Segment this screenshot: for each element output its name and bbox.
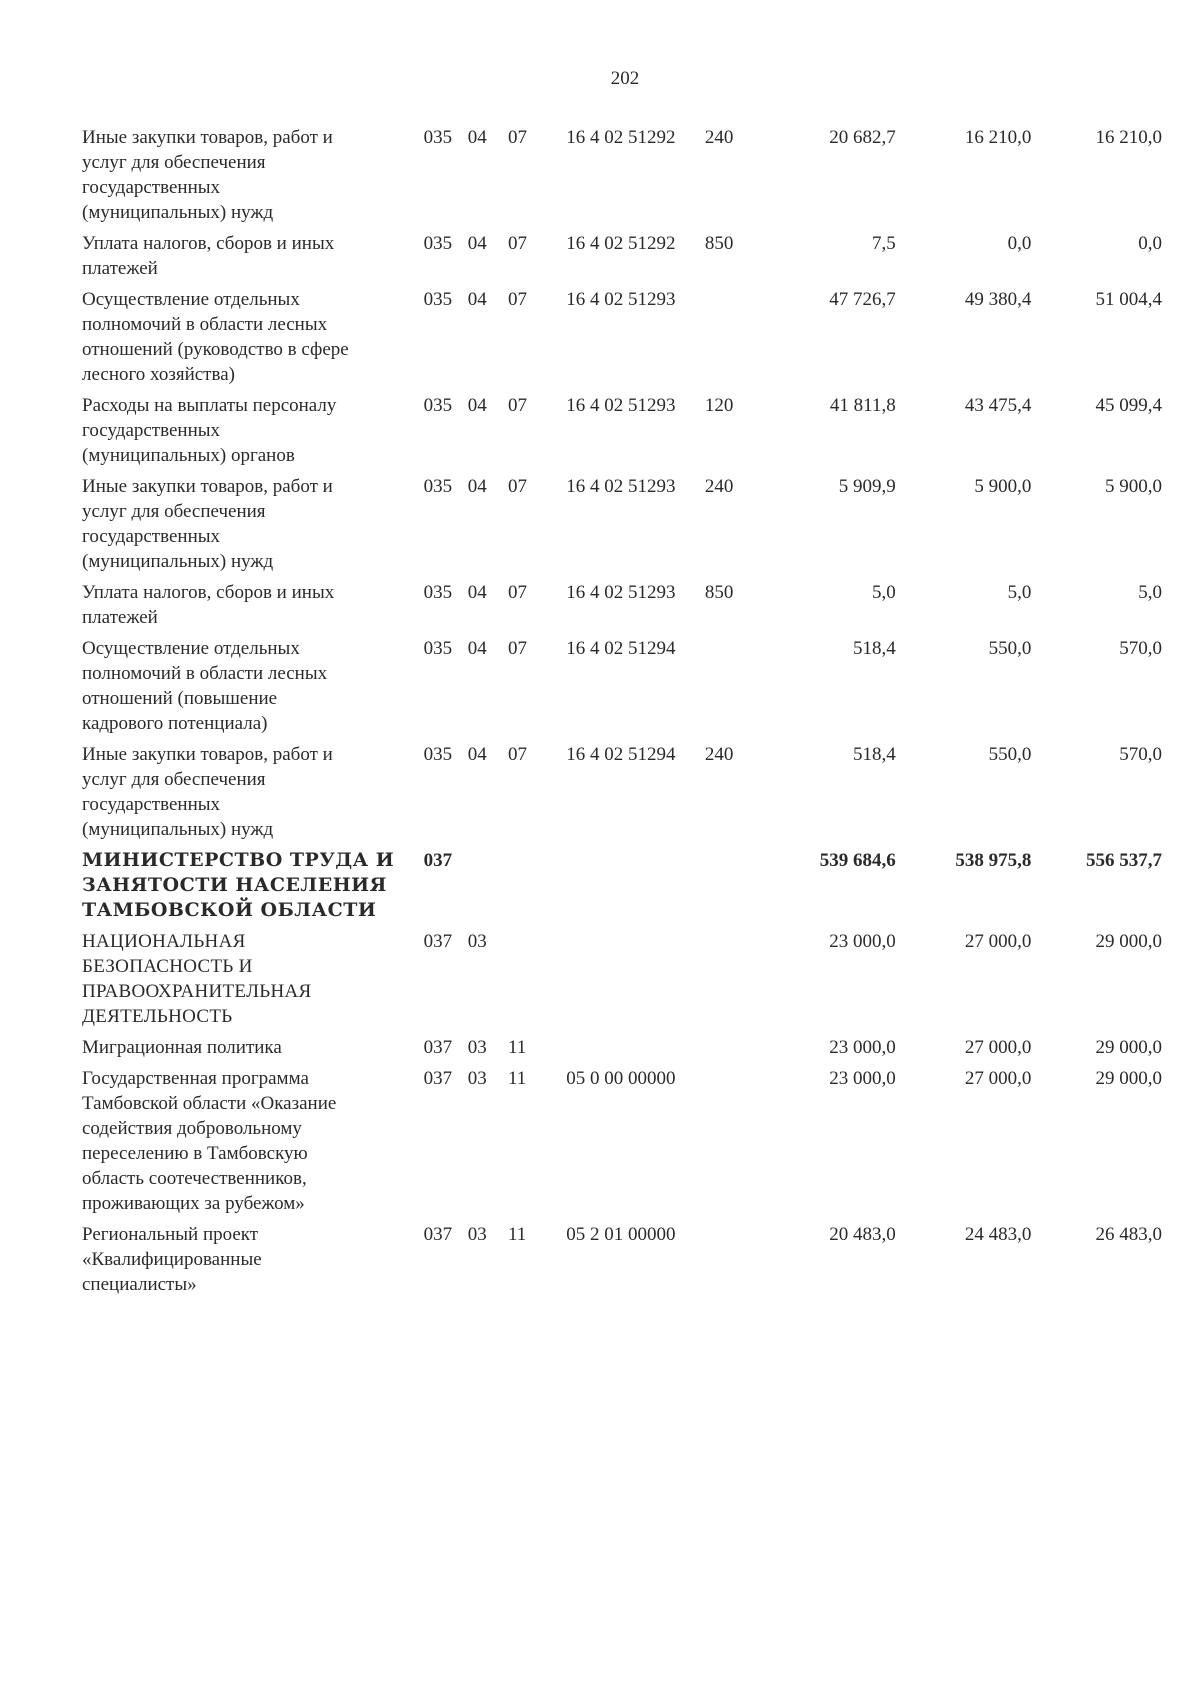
row-expense-type: 850 bbox=[704, 582, 734, 603]
row-amount-year3: 29 000,0 bbox=[1095, 1068, 1162, 1089]
row-expense-type bbox=[705, 1032, 765, 1063]
row-amount-year2: 5,0 bbox=[1007, 582, 1032, 603]
row-target-code: 16 4 02 51294 bbox=[566, 638, 676, 659]
row-amount-year3: 16 210,0 bbox=[1095, 127, 1162, 148]
row-amount-year3: 0,0 bbox=[1138, 233, 1162, 254]
row-admin-code: 035 bbox=[423, 476, 453, 497]
row-section-code: 04 bbox=[467, 476, 487, 497]
row-amount-year2: 16 210,0 bbox=[964, 127, 1032, 148]
row-subsection-code: 07 bbox=[507, 476, 527, 497]
row-section-code: 03 bbox=[467, 1224, 487, 1245]
row-section-code: 04 bbox=[467, 127, 487, 148]
row-amount-year1: 7,5 bbox=[871, 233, 896, 254]
row-expense-type bbox=[705, 284, 765, 390]
row-admin-code: 037 bbox=[423, 1037, 453, 1058]
row-expense-type: 240 bbox=[704, 127, 734, 148]
row-amount-year3: 556 537,7 bbox=[1086, 850, 1162, 871]
table-row bbox=[82, 845, 1162, 926]
row-name: Иные закупки товаров, работ и услуг для обеспечения государственных (муниципальных) нужд bbox=[82, 744, 333, 840]
row-target-code: 16 4 02 51293 bbox=[566, 289, 676, 310]
row-section-code bbox=[468, 845, 508, 926]
table-row bbox=[82, 1063, 1162, 1219]
row-amount-year2: 27 000,0 bbox=[964, 1037, 1032, 1058]
row-amount-year1: 20 483,0 bbox=[829, 1224, 896, 1245]
row-subsection-code: 07 bbox=[507, 582, 527, 603]
row-admin-code: 035 bbox=[423, 127, 453, 148]
row-amount-year1: 23 000,0 bbox=[829, 1068, 896, 1089]
row-name: Осуществление отдельных полномочий в области лесных отношений (повышение кадрового потенциала) bbox=[82, 638, 328, 734]
row-target-code bbox=[566, 845, 705, 926]
row-subsection-code: 11 bbox=[507, 1224, 527, 1245]
row-subsection-code: 11 bbox=[507, 1037, 527, 1058]
row-amount-year3: 29 000,0 bbox=[1095, 1037, 1162, 1058]
row-expense-type bbox=[705, 1063, 765, 1219]
row-expense-type bbox=[705, 1219, 765, 1300]
table-row bbox=[82, 577, 1162, 633]
row-amount-year2: 49 380,4 bbox=[964, 289, 1032, 310]
row-amount-year3: 26 483,0 bbox=[1095, 1224, 1162, 1245]
row-admin-code: 035 bbox=[423, 233, 453, 254]
row-amount-year2: 5 900,0 bbox=[974, 476, 1032, 497]
row-name: Региональный проект «Квалифицированные специалисты» bbox=[82, 1224, 262, 1295]
row-amount-year1: 23 000,0 bbox=[829, 931, 896, 952]
row-name: Государственная программа Тамбовской области «Оказание содействия добровольному переселению в Тамбовскую область соотечественников, проживающих за рубежом» bbox=[82, 1068, 337, 1214]
row-name: НАЦИОНАЛЬНАЯ БЕЗОПАСНОСТЬ И ПРАВООХРАНИТЕЛЬНАЯ ДЕЯТЕЛЬНОСТЬ bbox=[82, 931, 312, 1027]
row-admin-code: 037 bbox=[423, 1068, 453, 1089]
row-admin-code: 035 bbox=[423, 638, 453, 659]
row-section-code: 03 bbox=[467, 1068, 487, 1089]
row-section-code: 04 bbox=[467, 744, 487, 765]
table-row bbox=[82, 228, 1162, 284]
row-name: Иные закупки товаров, работ и услуг для обеспечения государственных (муниципальных) нужд bbox=[82, 127, 333, 223]
row-amount-year1: 5,0 bbox=[871, 582, 896, 603]
row-expense-type: 120 bbox=[704, 395, 734, 416]
row-target-code: 16 4 02 51293 bbox=[566, 395, 676, 416]
row-amount-year2: 43 475,4 bbox=[964, 395, 1032, 416]
row-admin-code: 035 bbox=[423, 395, 453, 416]
row-amount-year1: 518,4 bbox=[852, 638, 896, 659]
row-admin-code: 037 bbox=[423, 1224, 453, 1245]
row-subsection-code bbox=[508, 926, 566, 1032]
table-row bbox=[82, 471, 1162, 577]
row-amount-year3: 29 000,0 bbox=[1095, 931, 1162, 952]
row-amount-year3: 51 004,4 bbox=[1095, 289, 1162, 310]
row-subsection-code: 11 bbox=[507, 1068, 527, 1089]
row-expense-type bbox=[705, 633, 765, 739]
table-row bbox=[82, 739, 1162, 845]
row-target-code: 16 4 02 51292 bbox=[566, 127, 676, 148]
row-target-code: 16 4 02 51294 bbox=[566, 744, 676, 765]
row-name: Расходы на выплаты персоналу государственных (муниципальных) органов bbox=[82, 395, 337, 466]
row-target-code: 05 2 01 00000 bbox=[566, 1224, 676, 1245]
row-amount-year1: 518,4 bbox=[852, 744, 896, 765]
row-name: Осуществление отдельных полномочий в области лесных отношений (руководство в сфере лесного хозяйства) bbox=[82, 289, 349, 385]
row-amount-year2: 538 975,8 bbox=[955, 850, 1032, 871]
row-name: Уплата налогов, сборов и иных платежей bbox=[82, 233, 335, 279]
row-expense-type: 240 bbox=[704, 476, 734, 497]
row-section-code: 04 bbox=[467, 638, 487, 659]
table-body bbox=[82, 122, 1162, 1300]
table-row bbox=[82, 390, 1162, 471]
row-amount-year3: 570,0 bbox=[1119, 744, 1162, 765]
row-subsection-code: 07 bbox=[507, 233, 527, 254]
budget-table bbox=[82, 122, 1162, 1300]
row-amount-year3: 45 099,4 bbox=[1095, 395, 1162, 416]
row-expense-type bbox=[705, 845, 765, 926]
row-amount-year3: 570,0 bbox=[1119, 638, 1162, 659]
row-amount-year3: 5 900,0 bbox=[1105, 476, 1162, 497]
row-name: Иные закупки товаров, работ и услуг для обеспечения государственных (муниципальных) нужд bbox=[82, 476, 333, 572]
table-row bbox=[82, 926, 1162, 1032]
row-admin-code: 035 bbox=[423, 289, 453, 310]
row-subsection-code bbox=[508, 845, 566, 926]
row-amount-year2: 27 000,0 bbox=[964, 931, 1032, 952]
row-section-code: 04 bbox=[467, 233, 487, 254]
table-row bbox=[82, 1032, 1162, 1063]
row-admin-code: 035 bbox=[423, 744, 453, 765]
row-target-code: 05 0 00 00000 bbox=[566, 1068, 676, 1089]
table-row bbox=[82, 122, 1162, 228]
row-admin-code: 037 bbox=[423, 850, 453, 871]
row-target-code: 16 4 02 51293 bbox=[566, 476, 676, 497]
row-section-code: 04 bbox=[467, 582, 487, 603]
row-amount-year2: 27 000,0 bbox=[964, 1068, 1032, 1089]
row-admin-code: 035 bbox=[423, 582, 453, 603]
row-section-code: 04 bbox=[467, 289, 487, 310]
row-name: Миграционная политика bbox=[82, 1037, 282, 1058]
row-amount-year1: 539 684,6 bbox=[819, 850, 896, 871]
row-admin-code: 037 bbox=[423, 931, 453, 952]
row-expense-type: 240 bbox=[704, 744, 734, 765]
row-target-code bbox=[566, 1032, 705, 1063]
row-amount-year2: 550,0 bbox=[988, 744, 1032, 765]
page-number: 202 bbox=[610, 68, 640, 89]
row-target-code bbox=[566, 926, 705, 1032]
row-name: Уплата налогов, сборов и иных платежей bbox=[82, 582, 335, 628]
row-subsection-code: 07 bbox=[507, 744, 527, 765]
row-section-code: 03 bbox=[467, 1037, 487, 1058]
row-amount-year2: 550,0 bbox=[988, 638, 1032, 659]
row-amount-year1: 5 909,9 bbox=[838, 476, 896, 497]
row-section-code: 03 bbox=[467, 931, 487, 952]
row-subsection-code: 07 bbox=[507, 395, 527, 416]
table-row bbox=[82, 284, 1162, 390]
row-target-code: 16 4 02 51293 bbox=[566, 582, 676, 603]
table-row bbox=[82, 1219, 1162, 1300]
row-amount-year2: 0,0 bbox=[1007, 233, 1032, 254]
row-amount-year1: 41 811,8 bbox=[829, 395, 896, 416]
row-name: МИНИСТЕРСТВО ТРУДА И ЗАНЯТОСТИ НАСЕЛЕНИЯ ТАМБОВСКОЙ ОБЛАСТИ bbox=[82, 849, 395, 921]
row-expense-type: 850 bbox=[704, 233, 734, 254]
row-subsection-code: 07 bbox=[507, 289, 527, 310]
row-expense-type bbox=[705, 926, 765, 1032]
table-row bbox=[82, 633, 1162, 739]
row-target-code: 16 4 02 51292 bbox=[566, 233, 676, 254]
row-amount-year1: 20 682,7 bbox=[829, 127, 896, 148]
row-amount-year1: 47 726,7 bbox=[829, 289, 896, 310]
row-amount-year3: 5,0 bbox=[1138, 582, 1162, 603]
row-subsection-code: 07 bbox=[507, 127, 527, 148]
row-section-code: 04 bbox=[467, 395, 487, 416]
row-amount-year2: 24 483,0 bbox=[964, 1224, 1032, 1245]
row-subsection-code: 07 bbox=[507, 638, 527, 659]
row-amount-year1: 23 000,0 bbox=[829, 1037, 896, 1058]
